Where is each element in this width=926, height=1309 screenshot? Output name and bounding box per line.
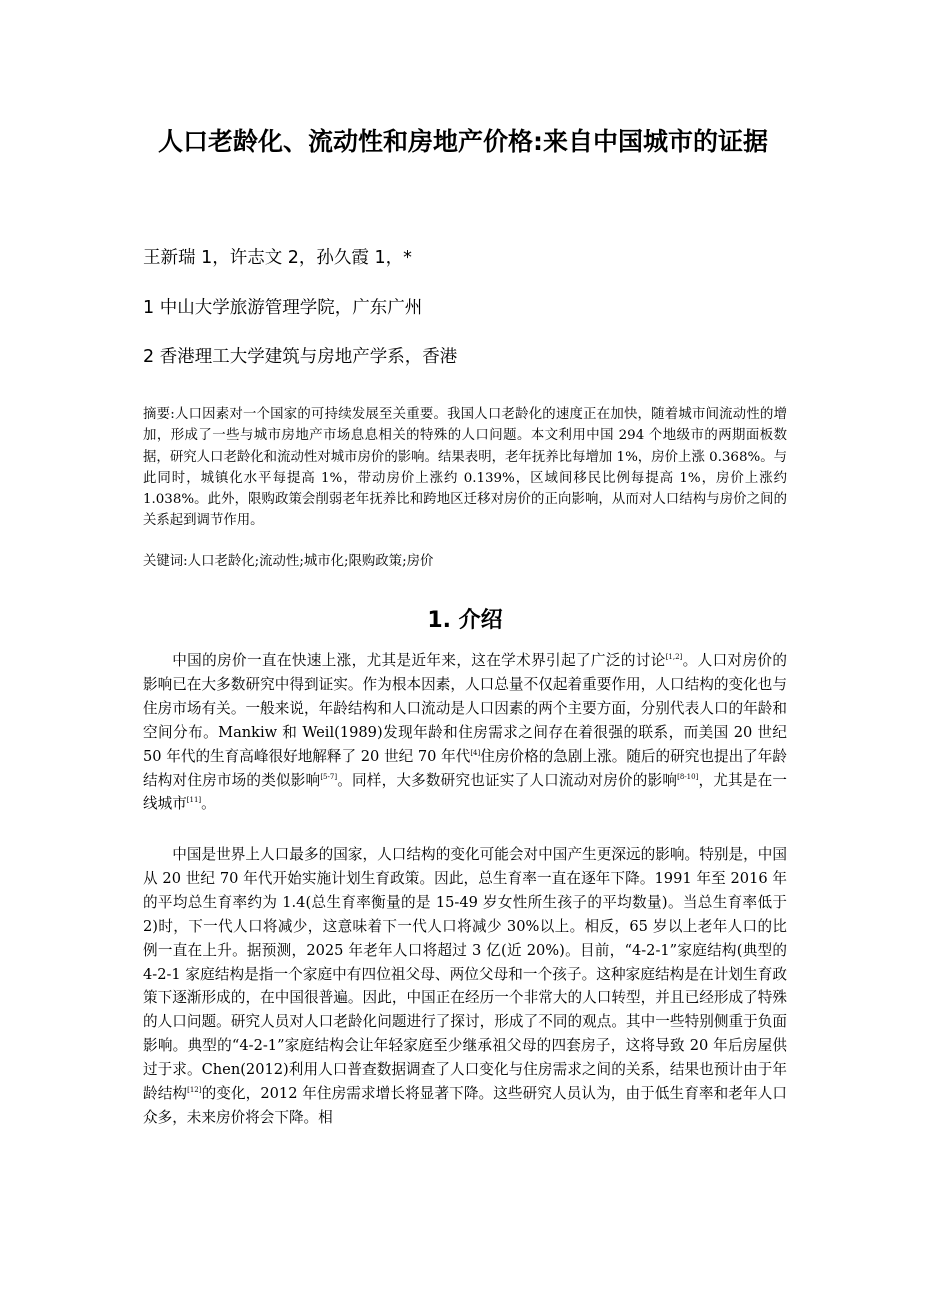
text-span: 住房价格的急剧上涨。随后的研究也提出了年龄结构对住房市场的类似影响 [143, 747, 787, 789]
abstract-text: :人口因素对一个国家的可持续发展至关重要。我国人口老龄化的速度正在加快，随着城市间流动性的增加，形成了一些与城市房地产市场息息相关的特殊的人口问题。本文利用中国 294 个地级市的两期面板数据，研究人口老龄化和流动性对城市房价的影响。结果表明，老年抚养比每增加 1%，房价上涨 0.368%。与此同时，城镇化水平每提高 1%，带动房价上涨约 0.139%，区域间移民比例每提高 1%，房价上涨约 1.038%。此外，限购政策会削弱老年抚养比和跨地区迁移对房价的正向影响，从而对人口结构与房价之间的关系起到调节作用。 [143, 407, 787, 529]
paper-title: 人口老龄化、流动性和房地产价格:来自中国城市的证据 [158, 127, 768, 156]
section-heading-introduction: 1. 介绍 [427, 608, 503, 633]
abstract [143, 404, 787, 532]
citation: [8-10] [677, 772, 699, 781]
citation: [1,2] [665, 653, 683, 661]
affiliation-1: 1 中山大学旅游管理学院，广东广州 [143, 298, 423, 318]
author-list: 王新瑞 1，许志文 2，孙久霞 1，* [143, 248, 412, 268]
affiliation-2: 2 香港理工大学建筑与房地产学系，香港 [143, 347, 458, 367]
abstract-label: 摘要 [143, 407, 171, 422]
citation: [4] [470, 748, 481, 757]
keywords [143, 551, 433, 572]
text-span: ，尤其是在一线城市 [143, 771, 787, 813]
text-span: 。 [201, 795, 216, 813]
text-span: 。同样，大多数研究也证实了人口流动对房价的影响 [337, 771, 678, 789]
text-span: 。人口对房价的影响已在大多数研究中得到证实。作为根本因素，人口总量不仅起着重要作用，人口结构的变化也与住房市场有关。一般来说，年龄结构和人口流动是人口因素的两个主要方面，分别代表人口的年龄和空间分布。Mankiw 和 Weil(1989)发现年龄和住房需求之间存在着很强的联系，而美国 20 世纪 50 年代的生育高峰很好地解释了 20 世纪 70 年代 [143, 652, 787, 765]
text-span: 的变化，2012 年住房需求增长将显著下降。这些研究人员认为，由于低生育率和老年人口众多，未来房价将会下降。相 [143, 1085, 787, 1126]
citation: [5-7] [320, 772, 338, 781]
keywords-text: :人口老龄化;流动性;城市化;限购政策;房价 [183, 554, 434, 569]
citation: [11] [186, 796, 202, 805]
text-span: 中国是世界上人口最多的国家，人口结构的变化可能会对中国产生更深远的影响。特别是，中国从 20 世纪 70 年代开始实施计划生育政策。因此，总生育率一直在逐年下降。1991 年至 2016 年的平均总生育率约为 1.4(总生育率衡量的是 15-49 岁女性所生孩子的平均数量)。当总生育率低于 2)时，下一代人口将减少，这意味着下一代人口将减少 30%以上。相反，65 岁以上老年人口的比例一直在上升。据预测，2025 年老年人口将超过 3 亿(近 20%)。目前，“4-2-1”家庭结构(典型的 4-2-1 家庭结构是指一个家庭中有四位祖父母、两位父母和一个孩子。这种家庭结构是在计划生育政策下逐渐形成的，在中国很普遍。因此，中国正在经历一个非常大的人口转型，并且已经形成了特殊的人口问题。研究人员对人口老龄化问题进行了探讨，形成了不同的观点。其中一些特别侧重于负面影响。典型的“4-2-1”家庭结构会让年轻家庭至少继承祖父母的四套房子，这将导致 20 年后房屋供过于求。Chen(2012)利用人口普查数据调查了人口变化与住房需求之间的关系，结果也预计由于年龄结构 [143, 846, 787, 1103]
text-span: 中国的房价一直在快速上涨，尤其是近年来，这在学术界引起了广泛的讨论 [172, 652, 666, 669]
keywords-label: 关键词 [143, 554, 184, 569]
paragraph-2 [143, 843, 787, 1130]
citation: [12] [187, 1086, 202, 1095]
paragraph-1 [143, 649, 787, 816]
